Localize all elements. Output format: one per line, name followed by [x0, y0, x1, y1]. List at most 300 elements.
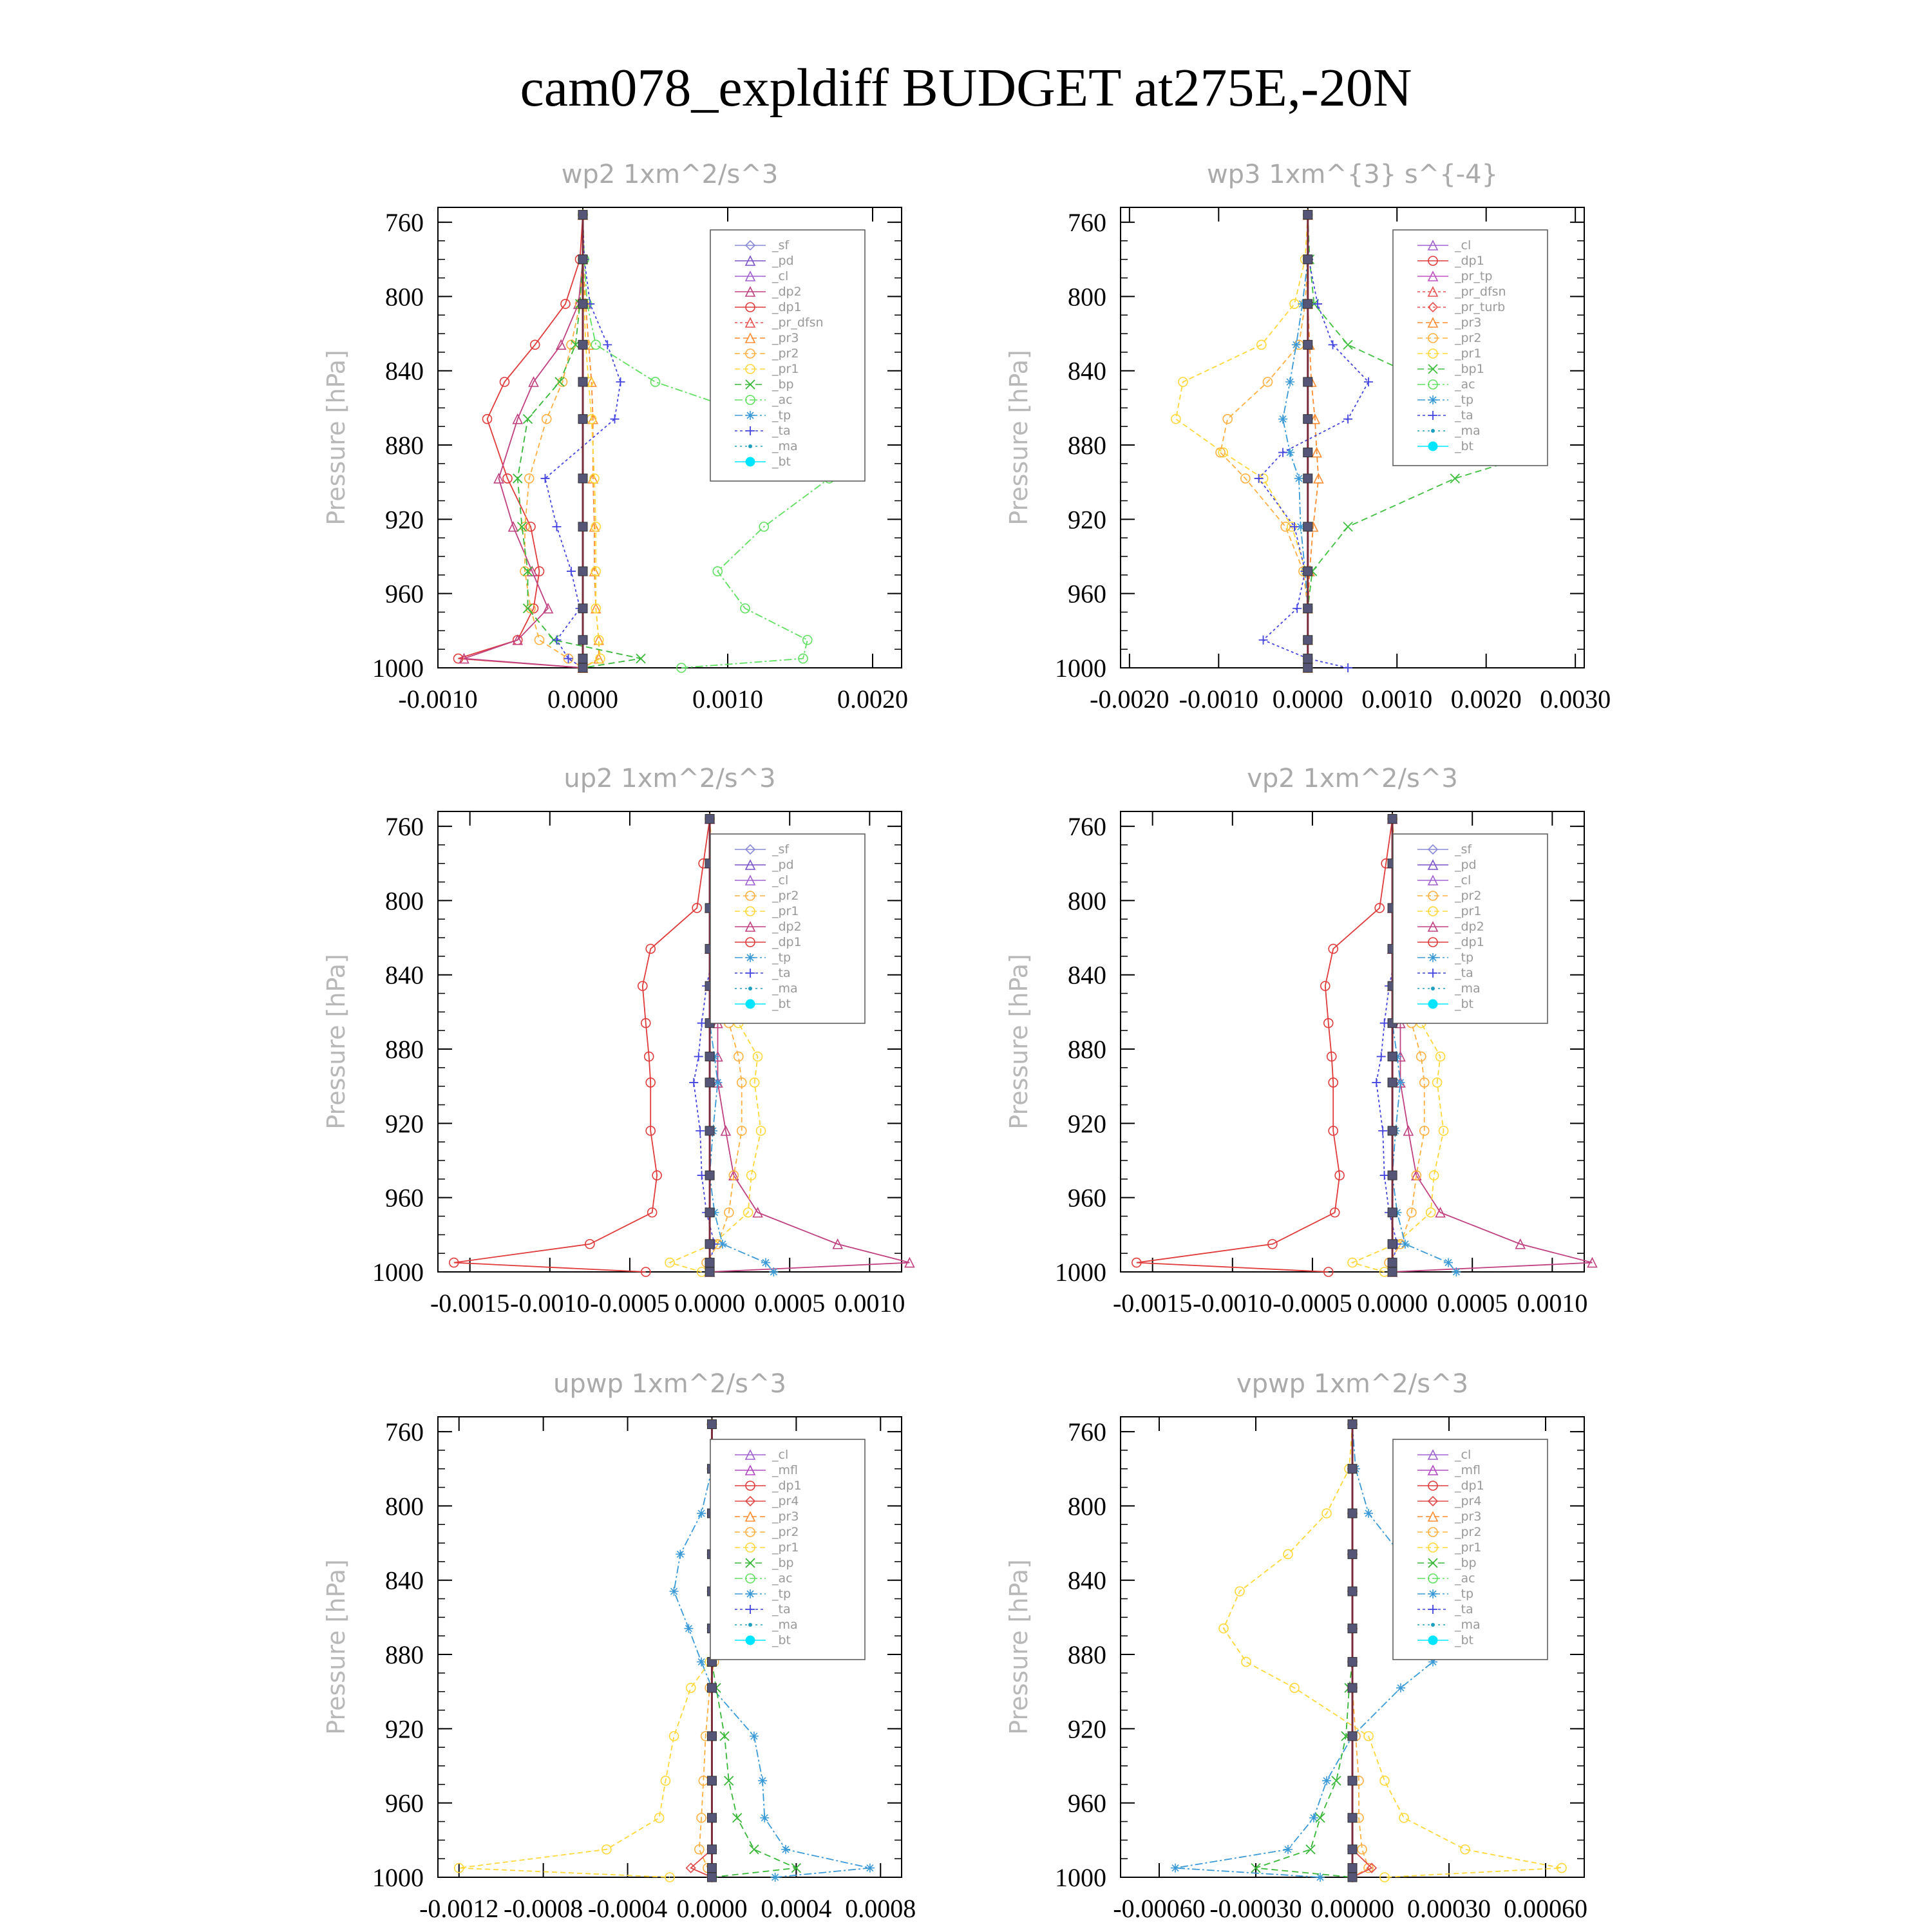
data-point-ta	[696, 1126, 705, 1135]
panel-title: wp2 1xm^2/s^3	[561, 160, 779, 189]
x-tick-label: 0.0010	[1517, 1289, 1588, 1318]
data-point-tp	[676, 1549, 685, 1558]
legend-marker-ma	[748, 987, 752, 990]
y-tick-label: 920	[1068, 1714, 1106, 1744]
legend-label: _ta	[772, 966, 791, 980]
legend-label: _sf	[1455, 842, 1472, 857]
legend-label: _pd	[772, 858, 794, 872]
data-point-pr2	[535, 636, 544, 645]
data-point-tp	[1294, 474, 1303, 483]
stacked-marker	[1303, 654, 1312, 663]
x-tick-label: 0.0000	[547, 685, 618, 714]
legend-label: _ma	[1455, 981, 1481, 996]
legend-label: _cl	[1455, 238, 1472, 252]
stacked-marker	[1388, 1052, 1397, 1061]
legend-label: _bp	[772, 1556, 794, 1570]
legend-label: _bt	[1455, 1633, 1474, 1647]
data-point-bp	[750, 1845, 759, 1854]
x-tick-label: 0.0005	[1437, 1289, 1508, 1318]
stacked-marker	[1348, 1624, 1357, 1633]
chart-panel-4	[1005, 764, 1596, 1318]
stacked-marker	[578, 474, 587, 483]
legend-label: _sf	[772, 238, 790, 252]
data-point-ta	[1329, 340, 1338, 349]
data-point-ta	[1372, 1078, 1381, 1087]
stacked-marker	[1303, 636, 1312, 645]
panel-title: up2 1xm^2/s^3	[564, 764, 776, 793]
series-line-dp1	[454, 819, 710, 1272]
stacked-marker	[578, 522, 587, 531]
data-point-tp	[760, 1814, 769, 1823]
data-point-ta	[1343, 415, 1352, 424]
series-line-pr4	[1352, 1425, 1372, 1877]
stacked-marker	[705, 1208, 714, 1217]
stacked-marker	[1388, 1240, 1397, 1249]
stacked-marker	[705, 1267, 714, 1276]
legend-marker-tp	[746, 953, 755, 962]
page-title: cam078_expldiff BUDGET at275E,-20N	[520, 58, 1412, 118]
x-tick-label: 0.0000	[1272, 685, 1343, 714]
legend-label: _cl	[772, 1448, 789, 1462]
legend-label: _dp1	[772, 300, 802, 314]
legend-label: _ac	[1455, 377, 1475, 392]
stacked-marker	[578, 299, 587, 308]
stacked-marker	[1348, 1549, 1357, 1558]
stacked-marker	[705, 1126, 714, 1135]
data-point-pr1	[1399, 1814, 1408, 1823]
stacked-marker	[705, 1052, 714, 1061]
y-tick-label: 840	[1068, 1566, 1106, 1595]
stacked-marker	[1303, 415, 1312, 424]
stacked-marker	[1303, 377, 1312, 386]
legend-label: _sf	[772, 842, 790, 857]
data-point-ta	[553, 636, 562, 645]
y-tick-label: 960	[1068, 1788, 1106, 1818]
data-point-tp	[1292, 340, 1301, 349]
data-point-ta	[1343, 663, 1352, 672]
stacked-marker	[707, 1864, 716, 1873]
legend-label: _pr2	[772, 889, 799, 903]
legend-label: _pr_turb	[1455, 300, 1506, 314]
stacked-marker	[705, 815, 714, 824]
x-tick-label: -0.0020	[1090, 685, 1170, 714]
data-point-pr2	[567, 340, 576, 349]
stacked-marker	[578, 415, 587, 424]
stacked-marker	[1303, 448, 1312, 457]
stacked-marker	[1388, 1267, 1397, 1276]
y-tick-label: 800	[385, 1492, 424, 1521]
data-point-tp	[1364, 1509, 1373, 1518]
stacked-marker	[707, 1845, 716, 1854]
x-tick-label: 0.0020	[1450, 685, 1522, 714]
y-tick-label: 800	[385, 886, 424, 916]
stacked-marker	[578, 663, 587, 672]
panel-title: wp3 1xm^{3} s^{-4}	[1206, 160, 1499, 189]
legend-label: _cl	[772, 269, 789, 283]
legend-marker-ma	[1431, 987, 1435, 990]
legend-label: _pr_dfsn	[1455, 285, 1506, 299]
y-tick-label: 880	[1068, 1640, 1106, 1670]
y-tick-label: 1000	[372, 654, 424, 683]
legend-label: _ma	[1455, 1618, 1481, 1632]
y-axis-label: Pressure [hPa]	[322, 1559, 350, 1735]
y-tick-label: 1000	[1055, 1863, 1106, 1892]
legend-label: _pr3	[1455, 316, 1482, 330]
legend-label: _pr3	[772, 331, 799, 345]
y-tick-label: 920	[385, 505, 424, 535]
stacked-marker	[1303, 299, 1312, 308]
legend-label: _tp	[772, 951, 791, 965]
x-tick-label: 0.0005	[754, 1289, 826, 1318]
x-tick-label: 0.00030	[1407, 1894, 1491, 1923]
legend-marker-ma	[1431, 429, 1435, 433]
x-tick-label: 0.0010	[1361, 685, 1433, 714]
legend-marker-bt	[746, 1636, 755, 1645]
y-tick-label: 760	[385, 1417, 424, 1447]
x-tick-label: -0.0010	[1179, 685, 1258, 714]
y-tick-label: 840	[1068, 356, 1106, 386]
y-tick-label: 880	[1068, 1035, 1106, 1065]
data-point-bp	[733, 1814, 742, 1823]
legend-label: _pr3	[772, 1510, 799, 1524]
data-point-ta	[567, 567, 576, 576]
legend-label: _pr1	[1455, 904, 1482, 918]
legend-label: _dp2	[1455, 920, 1484, 934]
x-tick-label: 0.0010	[834, 1289, 905, 1318]
data-point-bp	[1306, 1845, 1315, 1854]
x-tick-label: -0.0004	[587, 1894, 668, 1923]
legend-label: _ta	[772, 1602, 791, 1616]
legend-label: _ma	[772, 439, 798, 453]
stacked-marker	[1388, 1208, 1397, 1217]
data-point-tp	[1285, 377, 1294, 386]
legend-marker-bt	[1428, 999, 1437, 1009]
y-tick-label: 880	[385, 1035, 424, 1065]
data-point-tp	[1452, 1267, 1461, 1276]
series-line-bp	[518, 215, 641, 668]
data-point-bp1	[1343, 340, 1352, 349]
x-tick-label: 0.0000	[676, 1894, 748, 1923]
data-point-pr2	[1223, 415, 1232, 424]
legend-label: _pr4	[772, 1494, 799, 1508]
legend-label: _dp1	[1455, 254, 1484, 268]
legend-marker-tp	[746, 1589, 755, 1598]
y-tick-label: 960	[385, 1788, 424, 1818]
stacked-marker	[1388, 1078, 1397, 1087]
legend-label: _pr4	[1455, 1494, 1482, 1508]
stacked-marker	[707, 1683, 716, 1692]
data-point-tp	[1171, 1864, 1180, 1873]
legend-marker-bt	[1428, 442, 1437, 451]
legend-marker-tp	[746, 411, 755, 420]
legend-label: _ma	[772, 981, 798, 996]
data-point-ac	[591, 340, 600, 349]
stacked-marker	[1348, 1509, 1357, 1518]
legend-marker-tp	[1428, 1589, 1437, 1598]
legend-label: _pr_tp	[1455, 269, 1493, 283]
data-point-tp	[769, 1267, 778, 1276]
legend-label: _bt	[772, 1633, 791, 1647]
stacked-marker	[1303, 663, 1312, 672]
data-point-tp	[761, 1258, 770, 1267]
data-point-ta	[697, 1171, 706, 1180]
data-point-tp	[718, 1240, 727, 1249]
stacked-marker	[578, 255, 587, 264]
data-point-tp	[1283, 1845, 1293, 1854]
x-tick-label: -0.0005	[1273, 1289, 1352, 1318]
data-point-ta	[1380, 1019, 1389, 1028]
stacked-marker	[707, 1814, 716, 1823]
stacked-marker	[1303, 474, 1312, 483]
legend-label: _bt	[1455, 997, 1474, 1011]
y-tick-label: 880	[1068, 431, 1106, 460]
series-line-pr2	[1352, 1425, 1368, 1877]
legend-label: _cl	[1455, 873, 1472, 887]
series-line-pr1	[459, 1425, 742, 1877]
chart-panel-3	[322, 764, 914, 1318]
panel-title: vpwp 1xm^2/s^3	[1236, 1369, 1469, 1399]
x-tick-label: -0.00030	[1209, 1894, 1302, 1923]
legend-marker-tp	[1428, 953, 1437, 962]
legend-label: _bp1	[1455, 362, 1484, 376]
y-tick-label: 800	[1068, 282, 1106, 312]
stacked-marker	[705, 1240, 714, 1249]
data-point-pr1	[1242, 1658, 1251, 1667]
data-point-pr2	[1281, 522, 1290, 531]
data-point-pr1	[1171, 415, 1180, 424]
stacked-marker	[578, 654, 587, 663]
legend-label: _pr2	[772, 1525, 799, 1539]
data-point-ta	[1380, 1171, 1389, 1180]
data-point-tp	[1401, 1240, 1410, 1249]
y-tick-label: 760	[1068, 812, 1106, 842]
data-point-tp	[697, 1509, 706, 1518]
data-point-tp	[670, 1587, 679, 1596]
x-tick-label: -0.0010	[1193, 1289, 1273, 1318]
x-tick-label: 0.00060	[1504, 1894, 1587, 1923]
panel-title: vp2 1xm^2/s^3	[1247, 764, 1458, 793]
data-point-pr1	[1461, 1845, 1470, 1854]
stacked-marker	[1348, 1587, 1357, 1596]
chart-panel-2	[1005, 160, 1611, 714]
y-axis-label: Pressure [hPa]	[1005, 954, 1033, 1130]
y-axis-label: Pressure [hPa]	[1005, 350, 1033, 526]
data-point-ac	[803, 636, 812, 645]
legend-label: _pr_dfsn	[772, 316, 824, 330]
legend-label: _bt	[1455, 439, 1474, 453]
legend-label: _pr1	[772, 904, 799, 918]
legend-label: _bt	[772, 997, 791, 1011]
x-tick-label: -0.0005	[590, 1289, 670, 1318]
stacked-marker	[1303, 567, 1312, 576]
stacked-marker	[578, 567, 587, 576]
stacked-marker	[578, 211, 587, 220]
data-point-tp	[758, 1776, 767, 1785]
data-point-tp	[1322, 1776, 1331, 1785]
legend-label: _pr1	[772, 1540, 799, 1555]
y-tick-label: 760	[385, 812, 424, 842]
y-tick-label: 1000	[372, 1258, 424, 1287]
data-point-bp	[1332, 1776, 1341, 1785]
series-line-pr1	[583, 215, 600, 668]
x-tick-label: 0.0000	[674, 1289, 746, 1318]
legend-label: _ta	[1455, 1602, 1473, 1616]
data-point-tp	[781, 1845, 790, 1854]
legend-label: _dp1	[772, 1479, 802, 1493]
legend-label: _dp2	[772, 285, 802, 299]
stacked-marker	[578, 377, 587, 386]
y-tick-label: 1000	[1055, 1258, 1106, 1287]
stacked-marker	[1303, 522, 1312, 531]
data-point-tp	[684, 1624, 693, 1633]
legend-marker-tp	[1428, 395, 1437, 404]
legend-label: _dp1	[1455, 935, 1484, 949]
legend-label: _pr2	[1455, 331, 1482, 345]
stacked-marker	[1303, 604, 1312, 613]
legend-label: _ac	[772, 1571, 793, 1586]
stacked-marker	[1303, 255, 1312, 264]
y-tick-label: 920	[1068, 1109, 1106, 1139]
data-point-ta	[1377, 1052, 1386, 1061]
y-axis-label: Pressure [hPa]	[322, 954, 350, 1130]
legend-label: _tp	[1455, 393, 1474, 407]
legend-label: _dp1	[772, 935, 802, 949]
data-point-ta	[611, 415, 620, 424]
chart-panel-1	[322, 160, 908, 714]
y-tick-label: 920	[1068, 505, 1106, 535]
y-axis-label: Pressure [hPa]	[322, 350, 350, 526]
legend-marker-bt	[1428, 1636, 1437, 1645]
legend-label: _ta	[1455, 966, 1473, 980]
stacked-marker	[1348, 1683, 1357, 1692]
stacked-marker	[1348, 1814, 1357, 1823]
y-tick-label: 800	[1068, 1492, 1106, 1521]
series-line-dp1	[459, 215, 583, 668]
legend-label: _pr1	[772, 362, 799, 376]
x-tick-label: -0.0012	[419, 1894, 499, 1923]
x-tick-label: 0.0010	[692, 685, 763, 714]
legend-label: _mfl	[772, 1463, 798, 1477]
series-line-pr2	[1220, 215, 1308, 668]
y-tick-label: 800	[385, 282, 424, 312]
data-point-tp	[866, 1864, 875, 1873]
legend-label: _cl	[772, 873, 789, 887]
x-tick-label: 0.0004	[761, 1894, 832, 1923]
legend-label: _cl	[1455, 1448, 1472, 1462]
chart-panel-6	[1005, 1369, 1587, 1923]
legend-marker-ma	[748, 1623, 752, 1627]
data-point-ta	[689, 1078, 698, 1087]
data-point-ta	[603, 340, 612, 349]
legend-label: _pr2	[1455, 1525, 1482, 1539]
y-tick-label: 760	[1068, 1417, 1106, 1447]
legend-label: _dp2	[772, 920, 802, 934]
x-tick-label: -0.0010	[398, 685, 478, 714]
stacked-marker	[1348, 1776, 1357, 1785]
data-point-tp	[1396, 1683, 1405, 1692]
legend-label: _ac	[772, 393, 793, 407]
legend-label: _tp	[772, 1587, 791, 1601]
series-line-ta	[1259, 215, 1368, 668]
y-tick-label: 960	[1068, 1183, 1106, 1213]
y-tick-label: 880	[385, 1640, 424, 1670]
legend-marker-ma	[748, 444, 752, 448]
data-point-ta	[541, 474, 550, 483]
stacked-marker	[707, 1873, 716, 1882]
data-point-ta	[616, 377, 625, 386]
y-tick-label: 920	[385, 1109, 424, 1139]
data-point-ta	[1378, 1126, 1387, 1135]
x-tick-label: 0.0000	[1357, 1289, 1428, 1318]
data-point-tp	[713, 1078, 722, 1087]
x-tick-label: -0.0008	[503, 1894, 583, 1923]
stacked-marker	[1348, 1864, 1357, 1873]
data-point-pr1	[670, 1732, 679, 1741]
data-point-ta	[553, 522, 562, 531]
x-tick-label: -0.00060	[1113, 1894, 1206, 1923]
stacked-marker	[1388, 1258, 1397, 1267]
legend-label: _pr1	[1455, 346, 1482, 361]
x-tick-label: 0.00000	[1311, 1894, 1394, 1923]
legend-label: _pr3	[1455, 1510, 1482, 1524]
y-tick-label: 1000	[372, 1863, 424, 1892]
legend-label: _pd	[772, 254, 794, 268]
stacked-marker	[1388, 815, 1397, 824]
stacked-marker	[578, 636, 587, 645]
legend-label: _mfl	[1455, 1463, 1481, 1477]
stacked-marker	[1348, 1732, 1357, 1741]
chart-panel-5	[322, 1369, 916, 1923]
stacked-marker	[707, 1732, 716, 1741]
legend-marker-bt	[746, 999, 755, 1009]
data-point-pr1	[1380, 1776, 1389, 1785]
data-point-ac	[651, 377, 660, 386]
data-point-bp1	[1343, 522, 1352, 531]
y-tick-label: 880	[385, 431, 424, 460]
legend-label: _bp	[772, 377, 794, 392]
y-tick-label: 1000	[1055, 654, 1106, 683]
legend-label: _ta	[1455, 408, 1473, 422]
y-axis-label: Pressure [hPa]	[1005, 1559, 1033, 1735]
y-tick-label: 960	[385, 579, 424, 609]
stacked-marker	[705, 1078, 714, 1087]
stacked-marker	[578, 340, 587, 349]
legend-label: _ta	[772, 424, 791, 438]
legend-label: _ac	[1455, 1571, 1475, 1586]
data-point-pr1	[687, 1683, 696, 1692]
x-tick-label: -0.0015	[1112, 1289, 1193, 1318]
stacked-marker	[1348, 1420, 1357, 1429]
series-line-dp1	[1137, 819, 1392, 1272]
stacked-marker	[1348, 1845, 1357, 1854]
legend-label: _ma	[772, 1618, 798, 1632]
legend-label: _dp1	[1455, 1479, 1484, 1493]
y-tick-label: 760	[1068, 208, 1106, 238]
y-tick-label: 840	[385, 1566, 424, 1595]
data-point-tp	[771, 1873, 780, 1882]
y-tick-label: 920	[385, 1714, 424, 1744]
legend-label: _tp	[772, 408, 791, 422]
data-point-tp	[1444, 1258, 1453, 1267]
y-tick-label: 840	[385, 960, 424, 990]
y-tick-label: 840	[1068, 960, 1106, 990]
x-tick-label: -0.0015	[430, 1289, 510, 1318]
data-point-bp	[636, 654, 645, 663]
legend-label: _pr2	[772, 346, 799, 361]
stacked-marker	[705, 1258, 714, 1267]
y-tick-label: 760	[385, 208, 424, 238]
panel-title: upwp 1xm^2/s^3	[553, 1369, 786, 1399]
